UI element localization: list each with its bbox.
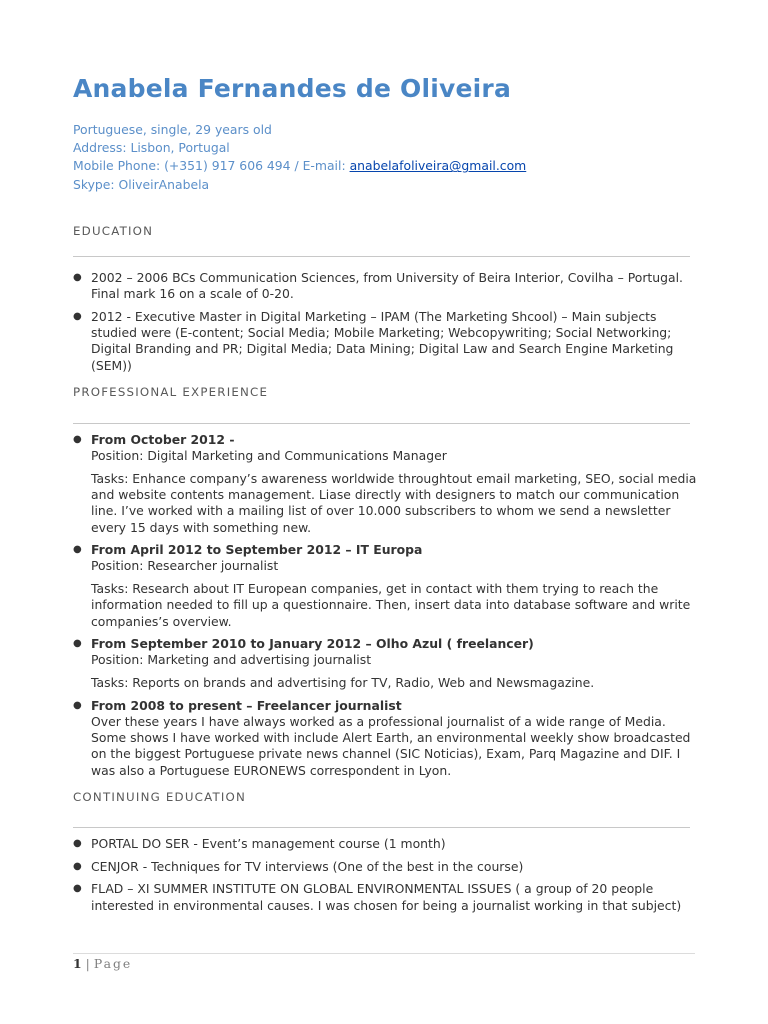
education-rule: [73, 256, 690, 257]
page-label: Page: [93, 956, 133, 971]
list-item: [73, 698, 698, 779]
course-text: CENJOR - Techniques for TV interviews (One of the best in the course): [91, 858, 524, 874]
contact-block: [73, 121, 526, 194]
experience-title: PROFESSIONAL EXPERIENCE: [73, 385, 269, 399]
job-heading: From September 2010 to January 2012 – Olho Azul ( freelancer): [91, 636, 534, 652]
job-position: Position: Researcher journalist: [91, 558, 279, 574]
education-list: [73, 270, 698, 380]
job-position: Position: Digital Marketing and Communications Manager: [91, 448, 447, 464]
footer-separator: |: [85, 956, 90, 971]
skype: Skype: OliveirAnabela: [73, 176, 210, 192]
job-position: Position: Marketing and advertising journalist: [91, 652, 372, 668]
bullet-icon: ●: [73, 272, 82, 283]
job-tasks: Tasks: Enhance company’s awareness worldwide throughtout email marketing, SEO, social media and website contents management. Liase directly with designers to match our communication line. I’ve worked with a mailing list of over 10.000 subscribers to whom we send a newsletter every 15 days with something new.: [91, 470, 697, 535]
personal-info: Portuguese, single, 29 years old: [73, 122, 272, 137]
experience-rule: [73, 423, 690, 424]
bullet-icon: ●: [73, 310, 82, 322]
candidate-name: Anabela Fernandes de Oliveira: [73, 74, 512, 103]
bullet-icon: ●: [73, 699, 82, 711]
job-description: Over these years I have always worked as a professional journalist of a wide range of Media. Some shows I have worked with include Alert Earth, an environmental weekly show broadcasted on the biggest Portuguese private news channel (SIC Noticias), Exam, Parq Magazine and DIF. I was also a Portuguese EURONEWS correspondent in Lyon.: [91, 714, 691, 778]
job-tasks: Tasks: Research about IT European companies, get in contact with them trying to reach the information needed to fill up a questionnaire. Then, insert data into database software and write companies’s overview.: [91, 581, 691, 629]
job-tasks: Tasks: Reports on brands and advertising for TV, Radio, Web and Newsmagazine.: [91, 675, 595, 691]
phone-text: Mobile Phone: (+351) 917 606 494 / E-mail:: [73, 158, 350, 174]
education-item-text: 2012 - Executive Master in Digital Marketing – IPAM (The Marketing Shcool) – Main subjects studied were (E-content; Social Media; Mobile Marketing; Webcopywriting; Social Networking; Digital Branding and PR; Digital Media; Data Mining; Digital Law and Search Engine Marketing (SEM)): [91, 308, 674, 373]
list-item: [73, 636, 698, 691]
page-number: 1: [73, 956, 82, 971]
list-item: [73, 881, 698, 913]
experience-list: [73, 432, 698, 785]
continuing-list: [73, 836, 698, 920]
list-item: [73, 270, 698, 302]
continuing-rule: [73, 827, 690, 828]
bullet-icon: ●: [73, 838, 82, 849]
phone-email-line: [73, 157, 526, 175]
job-heading: From October 2012 -: [91, 432, 235, 447]
bullet-icon: ●: [73, 544, 82, 556]
email-link[interactable]: anabelafoliveira@gmail.com: [349, 158, 527, 174]
page-footer: [73, 956, 132, 971]
bullet-icon: ●: [73, 860, 82, 872]
education-title: EDUCATION: [73, 224, 154, 238]
list-item: [73, 309, 698, 374]
footer-rule: [73, 953, 695, 954]
bullet-icon: ●: [73, 434, 82, 445]
list-item: [73, 859, 698, 875]
list-item: [73, 836, 698, 852]
list-item: [73, 432, 698, 536]
job-heading: From April 2012 to September 2012 – IT Europa: [91, 542, 423, 558]
list-item: [73, 542, 698, 630]
job-heading: From 2008 to present – Freelancer journalist: [91, 697, 402, 713]
bullet-icon: ●: [73, 638, 82, 650]
continuing-title: CONTINUING EDUCATION: [73, 790, 247, 804]
course-text: PORTAL DO SER - Event’s management course (1 month): [91, 836, 446, 851]
bullet-icon: ●: [73, 883, 82, 895]
course-text: FLAD – XI SUMMER INSTITUTE ON GLOBAL ENVIRONMENTAL ISSUES ( a group of 20 people interested in environmental causes. I was chosen for being a journalist working in that subject): [91, 881, 682, 913]
education-item-text: 2002 – 2006 BCs Communication Sciences, from University of Beira Interior, Covilha – Portugal. Final mark 16 on a scale of 0-20.: [91, 270, 683, 302]
address: Address: Lisbon, Portugal: [73, 140, 230, 156]
